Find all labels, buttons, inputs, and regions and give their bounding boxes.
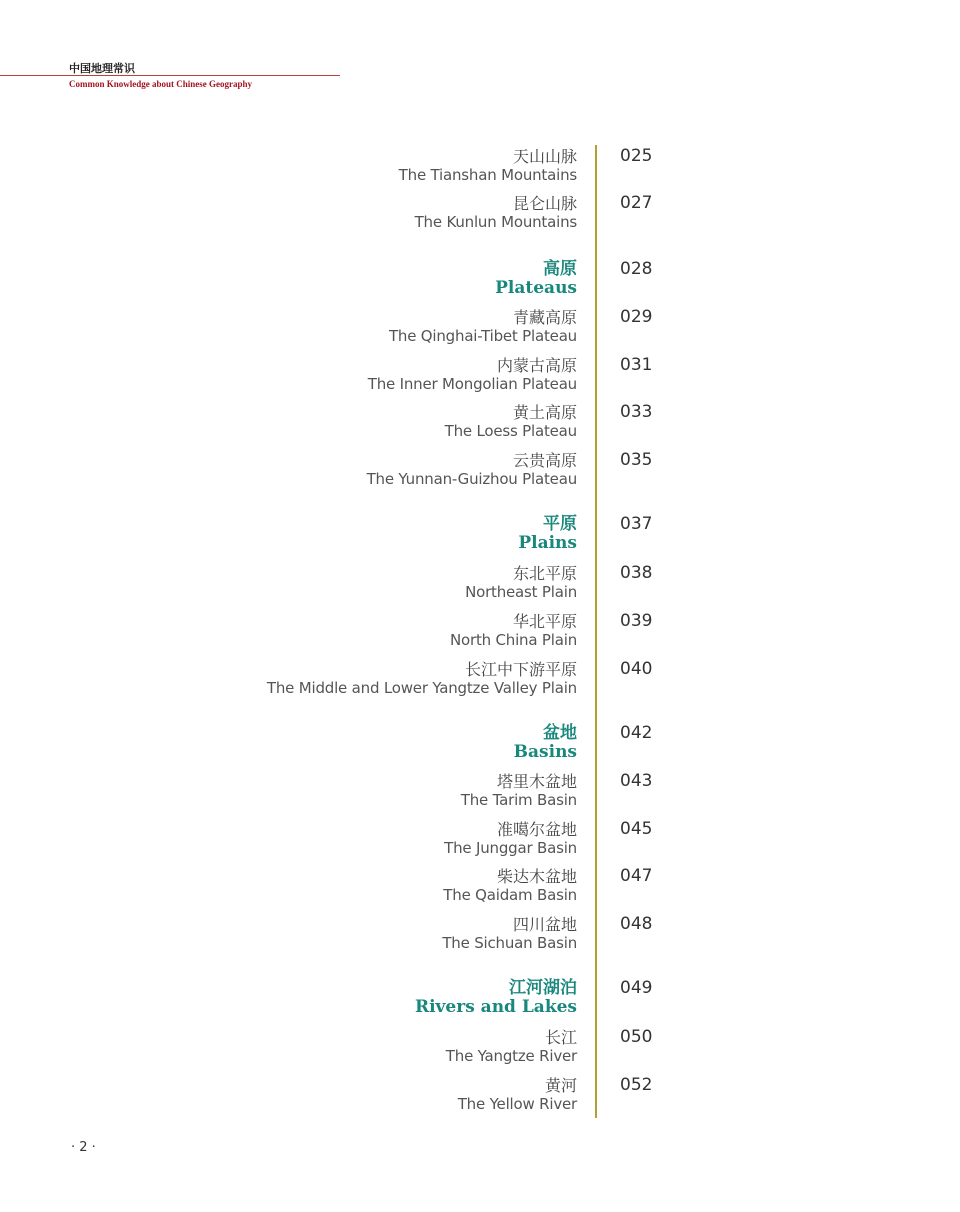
- toc-page-number: 038: [620, 563, 653, 583]
- toc-page-number: 028: [620, 259, 653, 279]
- toc-title-cn: 四川盆地: [512, 915, 577, 934]
- toc-entry: [0, 867, 960, 911]
- toc-title-cn: 华北平原: [512, 612, 577, 631]
- toc-entry: [0, 194, 960, 238]
- toc-entry: [0, 564, 960, 608]
- toc-page-number: 035: [620, 450, 653, 470]
- toc-title-en: The Tarim Basin: [460, 791, 577, 809]
- toc-title-cn: 盆地: [543, 723, 577, 743]
- toc-title-cn: 黄河: [544, 1076, 577, 1095]
- toc-title-cn: 东北平原: [512, 564, 577, 583]
- toc-title-cn: 平原: [543, 514, 577, 534]
- toc-page-number: 048: [620, 914, 653, 934]
- toc-title-cn: 云贵高原: [512, 451, 577, 470]
- toc-title-cn: 准噶尔盆地: [496, 820, 577, 839]
- toc-entry: [0, 1076, 960, 1120]
- toc-title-cn: 长江: [544, 1028, 577, 1047]
- toc-title-en: Rivers and Lakes: [414, 997, 577, 1017]
- toc-title-en: The Kunlun Mountains: [414, 213, 577, 231]
- toc-title-cn: 塔里木盆地: [496, 772, 577, 791]
- toc-page-number: 033: [620, 402, 653, 422]
- toc-section-heading: [0, 979, 960, 1023]
- toc-title-cn: 高原: [543, 259, 577, 279]
- toc-entry: [0, 403, 960, 447]
- toc-title-cn: 黄土高原: [512, 403, 577, 422]
- toc-title-en: Northeast Plain: [465, 583, 577, 601]
- toc-title-cn: 江河湖泊: [509, 978, 577, 998]
- toc-title-en: The Loess Plateau: [444, 422, 577, 440]
- toc-page-number: 037: [620, 514, 653, 534]
- toc-page-number: 052: [620, 1075, 653, 1095]
- toc-title-cn: 内蒙古高原: [496, 356, 577, 375]
- toc-title-en: North China Plain: [449, 631, 577, 649]
- header-title-en: Common Knowledge about Chinese Geography: [69, 79, 253, 89]
- toc-title-en: The Yellow River: [457, 1095, 577, 1113]
- toc-title-cn: 青藏高原: [512, 308, 577, 327]
- toc-title-en: Basins: [513, 742, 577, 762]
- header-title-cn: 中国地理常识: [69, 62, 135, 75]
- toc-entry: [0, 147, 960, 191]
- toc-page-number: 049: [620, 978, 653, 998]
- toc-entry: [0, 915, 960, 959]
- toc-page-number: 027: [620, 193, 653, 213]
- toc-title-en: The Middle and Lower Yangtze Valley Plain: [266, 679, 577, 697]
- toc-entry: [0, 820, 960, 864]
- toc-title-en: The Yangtze River: [445, 1047, 577, 1065]
- toc-page-number: 050: [620, 1027, 653, 1047]
- toc-section-heading: [0, 515, 960, 559]
- toc-page-number: 029: [620, 307, 653, 327]
- page-number: · 2 ·: [71, 1140, 96, 1155]
- toc-page-number: 040: [620, 659, 653, 679]
- toc-title-en: The Sichuan Basin: [442, 934, 577, 952]
- toc-title-en: The Qinghai-Tibet Plateau: [388, 327, 577, 345]
- toc-entry: [0, 1028, 960, 1072]
- toc-entry: [0, 660, 960, 704]
- toc-page-number: 031: [620, 355, 653, 375]
- toc-section-heading: [0, 724, 960, 768]
- toc-page-number: 042: [620, 723, 653, 743]
- toc-page-number: 045: [620, 819, 653, 839]
- toc-entry: [0, 612, 960, 656]
- toc-title-cn: 天山山脉: [512, 147, 577, 166]
- toc-title-en: The Yunnan-Guizhou Plateau: [366, 470, 577, 488]
- toc-title-en: Plains: [518, 533, 577, 553]
- toc-title-en: The Junggar Basin: [444, 839, 577, 857]
- toc-page-number: 047: [620, 866, 653, 886]
- toc-title-en: The Inner Mongolian Plateau: [367, 375, 577, 393]
- toc-title-cn: 长江中下游平原: [464, 660, 577, 679]
- toc-title-en: The Qaidam Basin: [443, 886, 577, 904]
- toc-entry: [0, 772, 960, 816]
- toc-page-number: 025: [620, 146, 653, 166]
- toc-page-number: 039: [620, 611, 653, 631]
- toc-title-cn: 柴达木盆地: [496, 867, 577, 886]
- toc-title-en: Plateaus: [495, 278, 577, 298]
- toc-entry: [0, 356, 960, 400]
- toc-section-heading: [0, 260, 960, 304]
- toc-page-number: 043: [620, 771, 653, 791]
- toc-entry: [0, 308, 960, 352]
- toc-title-en: The Tianshan Mountains: [398, 166, 577, 184]
- toc-entry: [0, 451, 960, 495]
- toc-title-cn: 昆仑山脉: [512, 194, 577, 213]
